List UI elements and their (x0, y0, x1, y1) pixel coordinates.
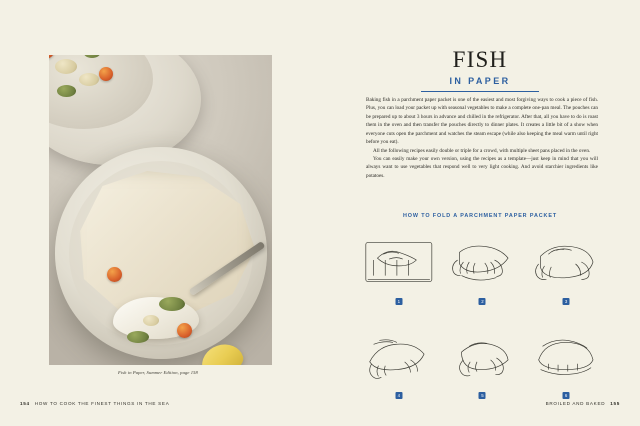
dinner-plate (55, 147, 267, 359)
body-paragraph: All the following recipes easily double or triple for a crowd, with multiple sheet pans placed in the oven. (373, 147, 591, 154)
step-number: 3 (563, 298, 570, 305)
howto-step (527, 228, 605, 318)
spinach-garnish (159, 297, 185, 311)
page-subtitle: IN PAPER (449, 76, 511, 86)
tomato-garnish (107, 267, 122, 282)
photo-caption: Fish in Paper, Summer Edition, page 158 (118, 370, 198, 375)
finished-sealed-packet-icon (527, 322, 605, 390)
step-number: 5 (479, 392, 486, 399)
title-rule (421, 91, 539, 92)
hands-crimping-packet-icon (527, 228, 605, 296)
right-page (320, 0, 640, 426)
howto-step (360, 228, 438, 318)
page-title: FISH (452, 47, 508, 72)
hands-sealing-seam-icon (444, 322, 522, 390)
left-page-number: 154 (20, 401, 30, 406)
squash-garnish (79, 73, 99, 86)
chapter-title-block (320, 48, 640, 92)
howto-step (360, 322, 438, 412)
hands-rolling-corner-icon (360, 322, 438, 390)
step-number: 2 (479, 298, 486, 305)
left-running-head: HOW TO COOK THE FINEST THINGS IN THE SEA (34, 401, 170, 406)
tomato-garnish (99, 67, 113, 81)
left-footer (20, 401, 169, 406)
right-footer (546, 401, 620, 406)
corn-garnish (143, 315, 159, 326)
step-number: 4 (395, 392, 402, 399)
step-number: 6 (563, 392, 570, 399)
tomato-garnish (177, 323, 192, 338)
howto-heading: HOW TO FOLD A PARCHMENT PAPER PACKET (402, 213, 558, 219)
right-page-number: 155 (610, 401, 620, 406)
herb-garnish (57, 85, 76, 97)
body-paragraph: Baking fish in a parchment paper packet is one of the easiest and most forgiving ways to cook a piece of fish. Plus, you can load your packet up with seasonal vegetables to make a complete one-pan meal. The pouches can be prepared up to about 3 hours in advance and chilled in the refrigerator. After that, all you have to do is roast them in the oven and then transfer the pouches directly to dinner plates. It creates a little bit of a show when everyone cuts open the parchment and watches the steam escape (while also keeping the meal warm until right before you eat). (366, 97, 598, 146)
right-running-head: BROILED AND BAKED (545, 401, 606, 406)
body-copy (366, 96, 598, 180)
howto-step-grid (360, 228, 605, 412)
squash-garnish (55, 59, 77, 74)
step-number: 1 (395, 298, 402, 305)
dish-photograph (49, 55, 272, 365)
parchment-sheet-on-pan-icon (360, 228, 438, 296)
howto-step (527, 322, 605, 412)
howto-step (444, 322, 522, 412)
howto-step (444, 228, 522, 318)
body-paragraph: You can easily make your own version, using the recipes as a template—just keep in mind that you will always want to use vegetables that respond well to very light cooking. And avoid starchier ingredients like potatoes. (366, 155, 598, 179)
spinach-garnish (127, 331, 149, 343)
hands-folding-edge-icon (444, 228, 522, 296)
